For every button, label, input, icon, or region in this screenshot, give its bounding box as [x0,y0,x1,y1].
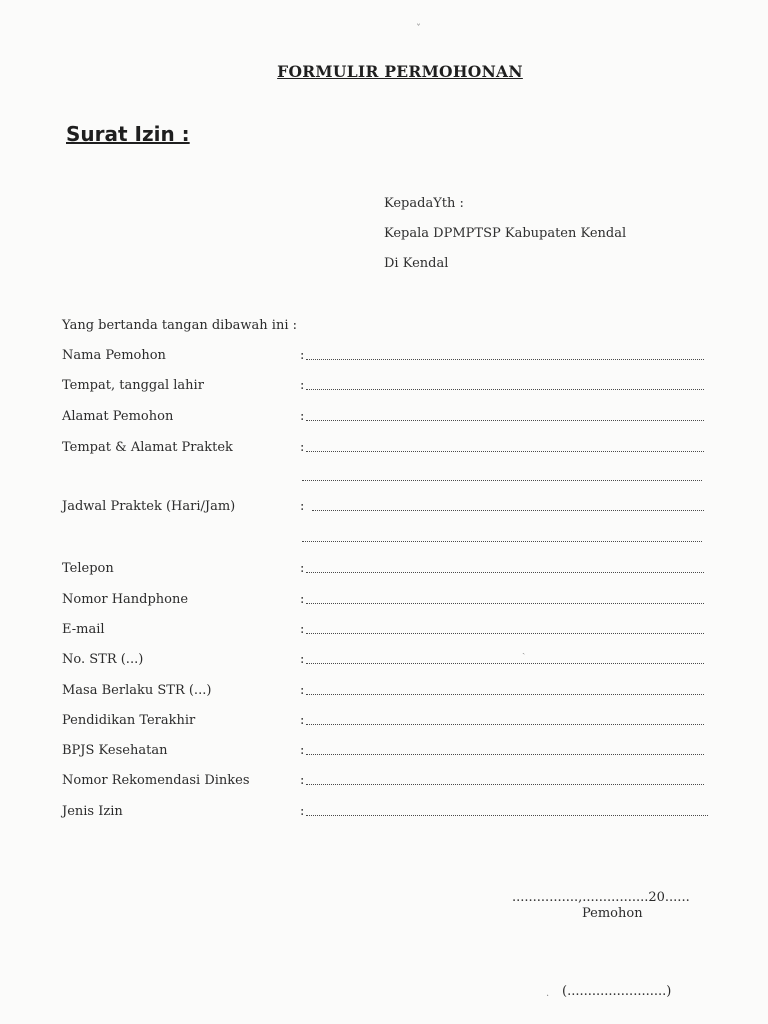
addressee-line-1: KepadaYth : [384,196,464,211]
form-title: FORMULIR PERMOHONAN [277,62,523,81]
field-colon: : [300,804,305,819]
addressee-line-2: Kepala DPMPTSP Kabupaten Kendal [384,226,627,241]
field-colon: : [300,622,305,637]
field-nomor-rekomendasi-dinkes[interactable] [62,773,722,791]
field-fill-line[interactable] [306,603,704,604]
field-label: Alamat Pemohon [62,409,174,424]
field-fill-line[interactable] [306,572,704,573]
field-no-str[interactable] [62,652,722,670]
field-fill-line[interactable] [306,694,704,695]
field-label: Nomor Handphone [62,592,189,607]
field-fill-line[interactable] [306,389,704,390]
field-jenis-izin[interactable] [62,804,722,822]
field-colon: : [300,592,305,607]
field-label: E-mail [62,622,105,637]
field-fill-line-continuation[interactable] [302,541,702,542]
field-telepon[interactable] [62,561,722,579]
field-email[interactable] [62,622,722,640]
field-fill-line[interactable] [306,633,704,634]
field-label: Telepon [62,561,114,576]
form-subtitle: Surat Izin : [66,122,190,146]
intro-text: Yang bertanda tangan dibawah ini : [62,318,297,333]
field-label: Masa Berlaku STR (...) [62,683,212,698]
field-fill-line[interactable] [306,663,704,664]
field-fill-line-continuation[interactable] [302,480,702,481]
scan-speck: ˏ [522,644,526,655]
field-fill-line[interactable] [306,420,704,421]
field-nama-pemohon[interactable] [62,348,722,366]
field-label: Nama Pemohon [62,348,166,363]
field-tempat-alamat-praktek[interactable] [62,440,722,458]
signature-date-line[interactable]: ................,................20...... [512,890,690,905]
field-tempat-tanggal-lahir[interactable] [62,378,722,396]
field-label: No. STR (...) [62,652,144,667]
field-colon: : [300,409,305,424]
field-pendidikan-terakhir[interactable] [62,713,722,731]
field-colon: : [300,348,305,363]
scan-speck: ˇ [416,24,421,35]
field-bpjs-kesehatan[interactable] [62,743,722,761]
field-colon: : [300,773,305,788]
signature-name-line[interactable]: (........................) [562,984,672,999]
field-nomor-handphone[interactable] [62,592,722,610]
addressee-line-3: Di Kendal [384,256,449,271]
field-fill-line[interactable] [306,784,704,785]
field-label: Tempat & Alamat Praktek [62,440,233,455]
field-label: BPJS Kesehatan [62,743,168,758]
field-label: Tempat, tanggal lahir [62,378,204,393]
scan-speck: . [546,988,550,999]
field-colon: : [300,743,305,758]
field-colon: : [300,561,305,576]
field-colon: : [300,652,305,667]
field-jadwal-praktek[interactable] [62,499,722,517]
field-colon: : [300,378,305,393]
field-fill-line[interactable] [306,359,704,360]
field-label: Pendidikan Terakhir [62,713,196,728]
field-colon: : [300,440,305,455]
field-fill-line[interactable] [306,754,704,755]
field-colon: : [300,499,305,514]
signature-role: Pemohon [582,906,643,921]
field-label: Nomor Rekomendasi Dinkes [62,773,250,788]
field-colon: : [300,713,305,728]
field-fill-line[interactable] [306,451,704,452]
field-alamat-pemohon[interactable] [62,409,722,427]
field-masa-berlaku-str[interactable] [62,683,722,701]
field-colon: : [300,683,305,698]
field-fill-line[interactable] [306,724,704,725]
field-label: Jenis Izin [62,804,123,819]
field-fill-line[interactable] [312,510,704,511]
field-fill-line[interactable] [306,815,708,816]
field-label: Jadwal Praktek (Hari/Jam) [62,499,236,514]
